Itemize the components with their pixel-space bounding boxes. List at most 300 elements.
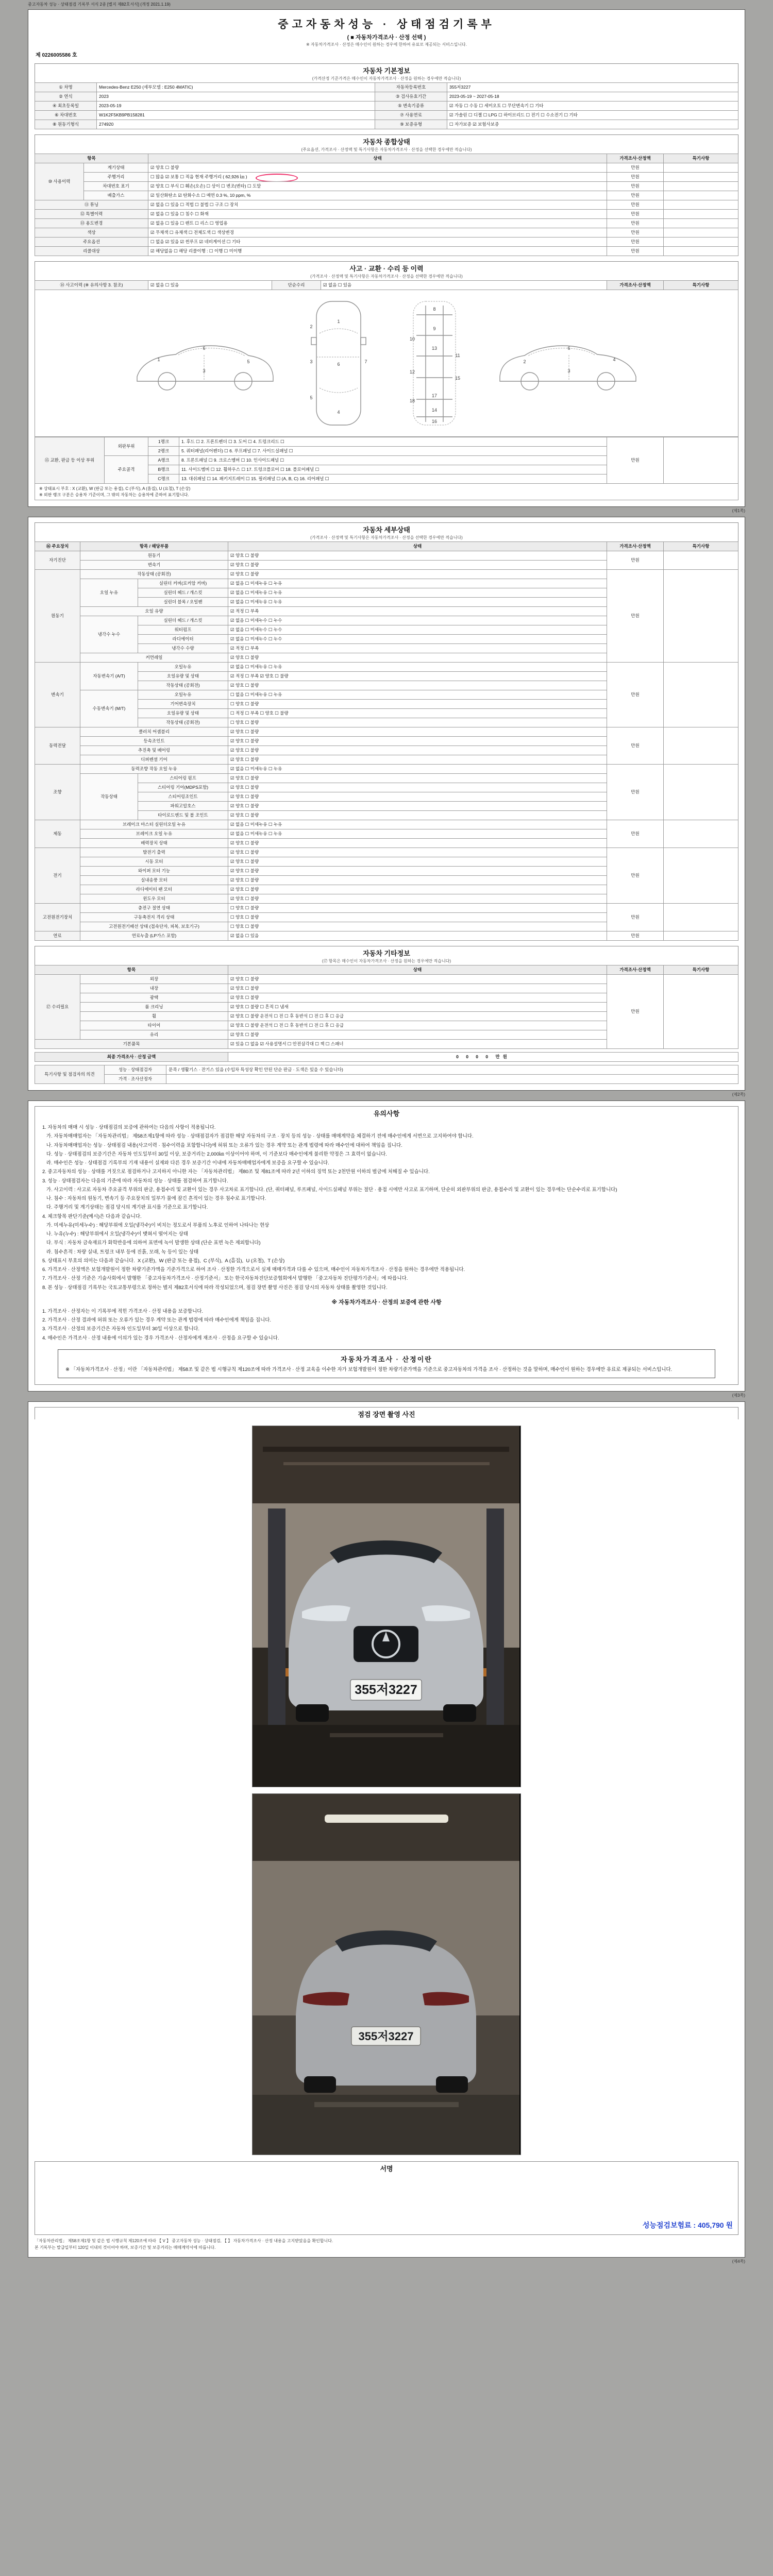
table-cell: ☑ 없음 ☐ 있음 [228, 931, 607, 941]
notice-paragraph: 다. 부식 : 자동차 금속재료가 화학반응에 의하여 표면에 녹이 발생한 상태 (단순 표면 녹은 제외합니다) [42, 1240, 261, 1246]
table-cell: 원동기 [80, 551, 228, 561]
notice-paragraph: 4. 체크항목 판단기준(예시)은 다음과 같습니다. [42, 1213, 142, 1219]
table-cell: 만원 [607, 219, 664, 228]
basic-info-note: (가격산정 기준가격은 매수인이 자동차가격조사 · 산정을 원하는 경우에만 적습니다) [35, 76, 738, 82]
table-cell: ☑ 양호 ☐ 불량 [228, 885, 607, 894]
table-cell [664, 173, 738, 182]
table-cell: 변속기 [35, 663, 80, 727]
table-cell [664, 765, 738, 820]
table-cell: 냉각수 수량 [138, 644, 228, 653]
table-cell: 특기사항 [664, 154, 738, 163]
notice-paragraph: 4. 매수인은 가격조사 · 산정 내용에 이의가 있는 경우 가격조사 · 산정자에게 재조사 · 산정을 요구할 수 있습니다. [42, 1335, 279, 1341]
table-cell: 전기 [35, 848, 80, 904]
table-row [35, 727, 738, 737]
pricing-definition-title: 자동차가격조사 · 산정이란 [341, 1355, 432, 1363]
table-row [35, 848, 738, 857]
table-cell [664, 191, 738, 200]
table-cell: ☐ 자가보증 ☑ 보험사보증 [447, 120, 738, 129]
table-cell: ☑ 양호 ☐ 불량 [228, 737, 607, 746]
table-cell: 만원 [607, 437, 664, 484]
pricing-definition-body: ※ 「자동차가격조사 · 산정」이란 「자동차관리법」 제58조 및 같은 법 시행규칙 제120조에 따라 가격조사 · 산정 교육을 이수한 자가 보험개발원이 정한 차량기준가액을 기준으로 중고자동차의 가격을 조사 · 산정하는 것을 말하며, 매수인이 원하는 경우에만 유료로 제공되는 서비스입니다. [65, 1366, 673, 1372]
table-cell: 만원 [607, 848, 664, 904]
notice-paragraph: 3. 가격조사 · 산정의 보증기간은 자동차 인도일부터 30일 이상으로 합니다. [42, 1326, 200, 1332]
table-row [35, 83, 738, 92]
table-cell: 와이퍼 모터 기능 [80, 867, 228, 876]
table-cell: 스티어링 기어(MDPS포함) [138, 783, 228, 792]
signature-section [35, 2161, 738, 2251]
car-damage-diagrams [35, 290, 738, 437]
basic-info-title: 자동차 기본정보 [35, 63, 738, 76]
form-caption: 중고자동차 성능 · 상태점검 기록부 서식 2종 [별지 제82호서식] (개정 2021.1.19) [28, 2, 171, 7]
table-cell: 시동 모터 [80, 857, 228, 867]
table-cell: 가격 · 조사산정자 [105, 1075, 166, 1084]
page-marker-1: (제1쪽) [732, 509, 745, 513]
table-cell: ☑ 가솔린 ☐ 디젤 ☐ LPG ☐ 하이브리드 ☐ 전기 ☐ 수소전기 ☐ 기타 [447, 111, 738, 120]
car-side-left-diagram [127, 331, 281, 396]
table-cell: 만원 [607, 820, 664, 848]
table-cell: 윈도우 모터 [80, 894, 228, 904]
table-cell: ⑯ 주요장치 [35, 542, 80, 551]
car-top-view-diagram [300, 296, 377, 430]
etc-info-section [35, 946, 738, 1084]
table-cell: 11. 사이드멤버 ☐ 12. 휠하우스 ☐ 17. 트렁크플로어 ☐ 18. 플로어패널 ☐ [179, 465, 607, 474]
table-cell: ☑ 양호 ☐ 불량 [228, 867, 607, 876]
table-cell: ☑ 없음 ☐ 미세누수 ☐ 누수 [228, 635, 607, 644]
svg-text:14: 14 [431, 408, 438, 413]
table-cell: ④ 최초등록일 [35, 101, 97, 111]
svg-text:6: 6 [337, 362, 340, 367]
price-guarantee-heading: ※ 자동차가격조사 · 산정의 보증에 관한 사항 [331, 1299, 442, 1306]
inspector-opinion-table [35, 1065, 738, 1084]
basic-info-section [35, 63, 738, 129]
svg-text:6: 6 [203, 345, 206, 351]
table-row [35, 820, 738, 829]
svg-text:17: 17 [431, 393, 438, 398]
svg-text:3: 3 [203, 368, 206, 374]
table-cell: 2랭크 [148, 447, 179, 456]
table-cell: 만원 [607, 975, 664, 1049]
table-cell: ☑ 양호 ☐ 불량 운전석 ☐ 전 ☐ 후 동반석 ☐ 전 ☐ 후 ☐ 응급 [228, 1021, 607, 1030]
notice-paragraph: 2. 가격조사 · 산정 결과에 허위 또는 오류가 있는 경우 계약 또는 관계 법령에 따라 매수인에게 책임을 집니다. [42, 1317, 272, 1323]
table-cell: 동력전달 [35, 727, 80, 765]
legend-line-1: ※ 상태표시 부호 : X (교환), W (판금 또는 용접), C (부식), A (흠집), U (요철), T (손상) [39, 486, 191, 491]
status-code-legend [35, 484, 738, 500]
table-cell: 오일누유 [138, 663, 228, 672]
table-cell: ☑ 양호 ☐ 불량 [228, 848, 607, 857]
table-cell: 가격조사·산정액 [607, 542, 664, 551]
table-cell: 라디에이터 [138, 635, 228, 644]
table-cell: 가격조사·산정액 [607, 154, 664, 163]
notice-paragraph: 라. 매수인은 성능 · 상태점검 기록부의 기재 내용이 실제와 다른 경우 보증기간 이내에 자동차매매업자에게 보증을 요구할 수 있습니다. [42, 1160, 329, 1166]
svg-text:3: 3 [567, 368, 570, 374]
inspection-photo-front [252, 1426, 521, 1787]
table-cell: 특기사항 및 점검자의 의견 [35, 1065, 105, 1084]
table-cell: 연료누출 (LP가스 포함) [80, 931, 228, 941]
table-cell: 만원 [607, 200, 664, 210]
table-cell: ☑ 양호 ☐ 불량 [228, 894, 607, 904]
table-cell: ☑ 양호 ☐ 불량 [228, 839, 607, 848]
svg-text:3: 3 [310, 359, 313, 364]
table-cell: 항목 [35, 154, 148, 163]
table-cell: 기본품목 [35, 1040, 228, 1049]
table-cell: ☑ 양호 ☐ 불량 [228, 811, 607, 820]
svg-text:1: 1 [157, 357, 160, 362]
svg-text:2: 2 [310, 324, 313, 329]
table-cell [664, 570, 738, 663]
notice-paragraphs [42, 1124, 731, 1292]
table-cell: A랭크 [148, 456, 179, 465]
table-cell: 차대번호 표기 [84, 182, 148, 191]
table-row [35, 210, 738, 219]
etc-info-table [35, 965, 738, 1049]
table-cell: 주요골격 [105, 456, 148, 484]
table-cell [664, 228, 738, 238]
table-cell [664, 210, 738, 219]
table-cell: ☐ 없음 ☑ 있음 ☑ 썬루프 ☑ 네비게이션 ☐ 기타 [148, 238, 607, 247]
notice-paragraph: 6. 가격조사 · 산정액은 보험개발원이 정한 차량기준가액을 기준가격으로 하여 조사 · 산정한 가격으로서 실제 매매가격과 다를 수 있으며, 매수인이 자동차가격조사 · 산정을 원하는 경우에만 적용됩니다. [42, 1267, 465, 1273]
table-cell: 만원 [607, 238, 664, 247]
table-cell: ⑥ 차대번호 [35, 111, 97, 120]
table-cell: ⑮ 교환, 판금 등 이상 부위 [35, 437, 105, 484]
table-cell: 0 0 0 0 만원 [228, 1053, 738, 1062]
table-cell: ☐ 양호 ☐ 불량 [228, 904, 607, 913]
table-cell: 내장 [80, 984, 228, 993]
table-cell: 연료 [35, 931, 80, 941]
table-cell: 고전원전기장치 [35, 904, 80, 931]
table-cell: 디퍼렌셜 기어 [80, 755, 228, 765]
table-cell: 변속기 [80, 561, 228, 570]
table-cell: Mercedes-Benz E250 (세부모델 : E250 4MATIC) [97, 83, 375, 92]
table-cell: 가격조사·산정액 [607, 281, 664, 290]
table-cell: 1랭크 [148, 437, 179, 447]
table-cell [664, 437, 738, 484]
table-cell: ☑ 양호 ☐ 불량 [228, 783, 607, 792]
svg-text:5: 5 [310, 395, 313, 400]
table-cell: 274920 [97, 120, 375, 129]
table-row [35, 238, 738, 247]
notice-paragraph: 나. 자동차매매업자는 성능 · 상태점검 내용(사고이력 · 침수이력을 포함합니다)에 허위 또는 오류가 있는 경우 계약 또는 관계 법령에 따라 매수인에 대하여 책임을 집니다. [42, 1142, 402, 1148]
table-cell: ☑ 양호 ☐ 불량 [228, 1030, 607, 1040]
table-cell: ☑ 양호 ☐ 부식 ☐ 훼손(오손) ☐ 상이 ☐ 변조(변타) ☐ 도말 [148, 182, 607, 191]
license-plate-rear-text: 355저3227 [358, 2030, 414, 2043]
table-cell: 커먼레일 [80, 653, 228, 663]
table-cell: 자동차등록번호 [375, 83, 447, 92]
table-cell: 1. 후드 ☐ 2. 프론트펜더 ☐ 3. 도어 ☐ 4. 트렁크리드 ☐ [179, 437, 607, 447]
table-cell: 만원 [607, 191, 664, 200]
table-cell: ☑ 없음 ☐ 미세누유 ☐ 누유 [228, 820, 607, 829]
table-row [35, 154, 738, 163]
notice-paragraph: 가. 자동차매매업자는 「자동차관리법」 제58조제1항에 따라 성능 · 상태점검자가 점검한 해당 자동차의 구조 · 장치 등의 성능 · 상태를 매매계약을 체결하기 전에 매수인에게 서면으로 고지하여야 합니다. [42, 1133, 474, 1140]
table-cell: ☑ 없음 ☐ 미세누유 ☐ 누유 [228, 598, 607, 607]
table-cell: 제동 [35, 820, 80, 848]
page-marker-4: (제4쪽) [732, 2259, 745, 2264]
table-cell: 클러치 어셈블리 [80, 727, 228, 737]
table-cell: ☑ 없음 ☐ 있음 ☐ 침수 ☐ 화재 [148, 210, 607, 219]
table-cell: 만원 [607, 163, 664, 173]
table-cell: ☑ 없음 ☐ 있음 [148, 281, 272, 290]
table-row [35, 1065, 738, 1075]
notice-body [35, 1118, 738, 1385]
table-cell: 파워고압호스 [138, 802, 228, 811]
table-cell: 만원 [607, 663, 664, 727]
accident-history-note: (가격조사 · 산정액 및 특기사항은 자동차가격조사 · 산정을 선택한 경우에만 적습니다) [35, 274, 738, 280]
table-cell: ⑨ 보증유형 [375, 120, 447, 129]
table-cell [664, 247, 738, 256]
table-cell: 등속조인트 [80, 737, 228, 746]
table-cell: 타이로드엔드 및 볼 조인트 [138, 811, 228, 820]
table-cell: ☑ 일산화탄소 ☑ 탄화수소 ☐ 매연 0.3 %, 10 ppm, % [148, 191, 607, 200]
table-cell: 오일누유 [138, 690, 228, 700]
table-cell: ☑ 없음 ☐ 있음 [321, 281, 607, 290]
svg-text:9: 9 [433, 326, 436, 331]
notice-paragraph: 가. 사고이력 : 사고로 자동차 주요골격 부위의 판금, 용접수리 및 교환이 있는 경우 사고차로 표기합니다. (단, 쿼터패널, 루프패널, 사이드실패널 부위는 절단 · 용접 시에만 사고로 표기하며, 단순히 외판부위의 판금, 용접수리 및 교환이 있는 경우에는 단순수리로 표기합니다) [42, 1187, 617, 1193]
table-cell: 상태 [148, 154, 607, 163]
table-cell: W1K2F5KB9PB158281 [97, 111, 375, 120]
signature-area [35, 2174, 738, 2235]
table-cell: 배출가스 [84, 191, 148, 200]
table-cell [664, 200, 738, 210]
table-cell: 2023 [97, 92, 375, 101]
table-cell [664, 820, 738, 848]
table-cell: 원동기 [35, 570, 80, 663]
table-row [35, 200, 738, 210]
table-cell: 냉각수 누수 [80, 616, 138, 653]
notice-paragraph: 7. 가격조사 · 산정 기준은 기술사회에서 발행한 「중고자동차가격조사 · 산정기준서」 또는 한국자동차진단보증협회에서 발행한 「중고자동차 진단평가기준서」에 따릅니다. [42, 1276, 408, 1282]
notice-paragraph: 나. 누유(누수) : 해당부위에서 오일(냉각수)이 맺혀서 떨어지는 상태 [42, 1231, 188, 1237]
overall-condition-section [35, 134, 738, 256]
table-cell: 리콜대상 [35, 247, 148, 256]
table-cell: ⑬ 용도변경 [35, 219, 148, 228]
table-cell: 타이어 [80, 1021, 228, 1030]
notice-paragraph: 2. 중고자동차의 성능 · 상태를 거짓으로 점검하거나 고지하지 아니한 자는 「자동차관리법」 제80조 및 제81조에 따라 2년 이하의 징역 또는 2천만원 이하의 벌금에 처해질 수 있습니다. [42, 1169, 430, 1175]
table-cell: 배력장치 상태 [80, 839, 228, 848]
table-cell [664, 663, 738, 727]
table-cell: 충전구 절연 상태 [80, 904, 228, 913]
svg-text:10: 10 [409, 336, 415, 342]
table-cell: ☑ 양호 ☐ 불량 [228, 570, 607, 579]
table-cell: 스티어링조인트 [138, 792, 228, 802]
table-cell: ③ 검사유효기간 [375, 92, 447, 101]
notice-paragraph: 다. 성능 · 상태점검의 보증기간은 자동차 인도일부터 30일 이상, 보증거리는 2,000㎞ 이상이어야 하며, 이 기준보다 매수인에게 불리한 약정은 그 효력이 없습니다. [42, 1151, 387, 1157]
form-page-2 [28, 517, 745, 1091]
table-cell: ☑ 양호 ☐ 불량 [228, 792, 607, 802]
table-cell: ☑ 적정 ☐ 부족 ☑ 양호 ☐ 불량 [228, 672, 607, 681]
table-cell: 스티어링 펌프 [138, 774, 228, 783]
table-cell: 특기사항 [664, 542, 738, 551]
table-cell: ☑ 양호 ☐ 불량 [148, 163, 607, 173]
table-cell: ☑ 양호 ☐ 불량 [228, 984, 607, 993]
table-cell: ☑ 양호 ☐ 불량 [228, 876, 607, 885]
table-cell: ⑭ 사고이력 (※ 유의사항 3. 참조) [35, 281, 148, 290]
price-guarantee-paragraphs [42, 1308, 731, 1342]
table-cell: 오일 유량 [80, 607, 228, 616]
table-cell: ☑ 양호 ☐ 불량 [228, 727, 607, 737]
table-cell: ① 차명 [35, 83, 97, 92]
inspection-insurance-premium: 성능점검보험료 : 405,790 원 [642, 2221, 733, 2230]
table-cell: 동력조향 작동 오일 누유 [80, 765, 228, 774]
overall-condition-note: (주요옵션, 가격조사 · 산정액 및 특기사항은 자동차가격조사 · 산정을 선택한 경우에만 적습니다) [35, 147, 738, 154]
table-row [35, 92, 738, 101]
notice-paragraph: 다. 주행거리 및 계기상태는 점검 당시의 계기판 표시를 기준으로 표기합니다. [42, 1205, 208, 1211]
table-cell: 2023-05-19 [97, 101, 375, 111]
svg-text:12: 12 [409, 369, 415, 375]
table-cell: ☑ 양호 ☐ 불량 [228, 551, 607, 561]
table-row [35, 965, 738, 975]
basic-info-table [35, 82, 738, 129]
table-row [35, 437, 738, 447]
table-cell: ☑ 있음 ☐ 없음 ☑ 사용설명서 ☐ 안전삼각대 ☐ 잭 ☐ 스패너 [228, 1040, 607, 1049]
table-cell: 실린더 헤드 / 개스킷 [138, 616, 228, 625]
table-cell: ⑦ 사용연료 [375, 111, 447, 120]
table-cell: 주행거리 [84, 173, 148, 182]
table-cell: ☑ 양호 ☐ 불량 [228, 681, 607, 690]
notice-paragraph: 나. 침수 : 자동차의 원동기, 변속기 등 주요장치의 일부가 물에 잠긴 흔적이 있는 경우 침수로 표기합니다. [42, 1196, 266, 1201]
table-cell: ☑ 양호 ☐ 불량 [228, 857, 607, 867]
table-cell: 가격조사·산정액 [607, 965, 664, 975]
table-cell: ☑ 양호 ☐ 불량 [228, 993, 607, 1003]
table-cell: 작동상태 (공회전) [138, 681, 228, 690]
overall-condition-table [35, 154, 738, 256]
table-cell: 브레이크 오일 누유 [80, 829, 228, 839]
table-row [35, 904, 738, 913]
table-row [35, 111, 738, 120]
table-row [35, 975, 738, 984]
table-cell: 오일유량 및 상태 [138, 672, 228, 681]
table-cell: ☑ 양호 ☐ 불량 운전석 ☐ 전 ☐ 후 동반석 ☐ 전 ☐ 후 ☐ 응급 [228, 1012, 607, 1021]
table-cell: ☐ 양호 ☐ 불량 [228, 718, 607, 727]
table-cell: 외판부위 [105, 437, 148, 456]
table-row [35, 247, 738, 256]
table-cell: 특기사항 [664, 965, 738, 975]
table-cell: ☐ 양호 ☐ 불량 [228, 922, 607, 931]
notice-paragraph: 3. 성능 · 상태점검자는 다음의 기준에 따라 자동차의 성능 · 상태를 점검하여 표기합니다. [42, 1178, 228, 1184]
table-cell: 작동상태 [80, 774, 138, 820]
damaged-parts-table [35, 437, 738, 484]
page-marker-3: (제3쪽) [732, 1393, 745, 1398]
svg-text:6: 6 [567, 345, 570, 351]
table-cell: 조향 [35, 765, 80, 820]
svg-text:15: 15 [455, 376, 461, 381]
license-plate-text: 355저3227 [355, 1683, 417, 1698]
table-cell: 만원 [607, 931, 664, 941]
table-cell: ☐ 양호 ☐ 불량 [228, 913, 607, 922]
svg-text:5: 5 [247, 359, 250, 364]
table-cell: ☑ 양호 ☐ 불량 [228, 774, 607, 783]
etc-info-note: (⑰ 항목은 매수인이 자동차가격조사 · 산정을 원하는 경우에만 적습니다) [35, 958, 738, 965]
table-cell: ☑ 자동 ☐ 수동 ☐ 세미오토 ☐ 무단변속기 ☐ 기타 [447, 101, 738, 111]
form-page-3 [28, 1100, 745, 1392]
table-cell: ☑ 적정 ☐ 부족 [228, 644, 607, 653]
table-cell: ⑪ 튜닝 [35, 200, 148, 210]
table-cell: 추진축 및 베어링 [80, 746, 228, 755]
svg-text:4: 4 [337, 410, 340, 415]
accident-flags-table [35, 280, 738, 290]
pricing-definition-box [58, 1349, 715, 1379]
table-cell: 브레이크 마스터 실린더오일 누유 [80, 820, 228, 829]
table-cell: ⑰ 수리필요 [35, 975, 80, 1040]
table-cell: 최종 가격조사 · 산정 금액 [35, 1053, 228, 1062]
svg-text:13: 13 [431, 346, 438, 351]
table-cell: 주요옵션 [35, 238, 148, 247]
table-cell: ☑ 무채색 ☐ 유채색 ☐ 전체도색 ☐ 색상변경 [148, 228, 607, 238]
table-cell: C랭크 [148, 474, 179, 484]
table-cell: 발전기 출력 [80, 848, 228, 857]
table-row [35, 663, 738, 672]
car-side-right-diagram [492, 331, 646, 396]
detail-condition-note: (가격조사 · 산정액 및 특기사항은 자동차가격조사 · 산정을 선택한 경우에만 적습니다) [35, 535, 738, 541]
table-cell: 만원 [607, 551, 664, 570]
table-cell: 워터펌프 [138, 625, 228, 635]
table-cell: ☑ 없음 ☐ 미세누유 ☐ 누유 [228, 579, 607, 588]
table-cell: ☑ 없음 ☐ 있음 ☐ 적법 ☐ 불법 ☐ 구조 ☐ 장치 [148, 200, 607, 210]
footer-line-1: 「자동차관리법」 제58조제1항 및 같은 법 시행규칙 제120조에 따라 【 V 】 중고자동차 성능 · 상태점검, 【 】 자동차가격조사 · 산정 내용을 고지받았음을 확인합니다. [35, 2239, 333, 2244]
table-cell [664, 904, 738, 931]
table-cell: ☑ 없음 ☐ 미세누수 ☐ 누수 [228, 625, 607, 635]
table-cell: ☑ 양호 ☐ 불량 [228, 755, 607, 765]
table-cell: 라디에이터 팬 모터 [80, 885, 228, 894]
table-row [35, 120, 738, 129]
table-cell: ☑ 없음 ☐ 미세누수 ☐ 누수 [228, 616, 607, 625]
svg-text:11: 11 [455, 353, 460, 358]
table-cell: 특기사항 [664, 281, 738, 290]
table-cell [664, 727, 738, 765]
notice-title: 유의사항 [35, 1106, 738, 1118]
table-row [35, 1053, 738, 1062]
car-rear-photo [253, 1794, 519, 2155]
table-cell: ☐ 적정 ☐ 부족 ☐ 양호 ☐ 불량 [228, 709, 607, 718]
table-row [35, 1075, 738, 1084]
car-underbody-frame-diagram [396, 296, 473, 430]
table-cell [664, 182, 738, 191]
table-cell: 룸 크리닝 [80, 1003, 228, 1012]
legend-line-2: ※ 외판 랭크 구분은 승용차 기준이며, 그 밖의 자동차는 승용차에 준하여 표기합니다. [39, 493, 189, 497]
table-row [35, 219, 738, 228]
table-cell: ☐ 많음 ☑ 보통 ☐ 적음 현재 주행거리 ( 62,926 ㎞ ) [148, 173, 607, 182]
table-cell: ☑ 없음 ☐ 미세누유 ☐ 누유 [228, 829, 607, 839]
table-cell: 광택 [80, 993, 228, 1003]
notice-paragraph: 가. 미세누유(미세누수) : 해당부위에 오일(냉각수)이 비치는 정도로서 부품의 노후로 인하여 나타나는 현상 [42, 1222, 270, 1228]
table-cell: 색상 [35, 228, 148, 238]
table-row [35, 182, 738, 191]
table-cell: ☑ 적정 ☐ 부족 [228, 607, 607, 616]
table-cell: 만원 [607, 247, 664, 256]
table-cell: ☑ 해당없음 ☐ 해당 리콜이행 : ☐ 이행 ☐ 미이행 [148, 247, 607, 256]
table-cell: 유리 [80, 1030, 228, 1040]
table-cell: ☐ 양호 ☐ 불량 [228, 700, 607, 709]
svg-text:2: 2 [523, 359, 526, 364]
svg-text:4: 4 [613, 357, 616, 362]
detail-condition-title: 자동차 세부상태 [35, 522, 738, 535]
overall-condition-title: 자동차 종합상태 [35, 134, 738, 147]
table-row [35, 570, 738, 579]
table-cell [166, 1075, 738, 1084]
table-cell: B랭크 [148, 465, 179, 474]
detail-condition-section [35, 522, 738, 941]
footer-line-2: 본 기록부는 발급일부터 120일 이내의 것이어야 하며, 보증기간 및 보증거리는 매매계약서에 따릅니다. [35, 2245, 216, 2250]
table-cell: 기어변속장치 [138, 700, 228, 709]
table-cell: 고전원전기배선 상태 (접속단자, 피복, 보호기구) [80, 922, 228, 931]
table-cell: 단순수리 [272, 281, 321, 290]
svg-text:8: 8 [433, 307, 436, 312]
page-marker-2: (제2쪽) [732, 1092, 745, 1097]
table-cell: ☑ 없음 ☐ 미세누유 ☐ 누유 [228, 663, 607, 672]
table-cell: 2023-05-19 ~ 2027-05-18 [447, 92, 738, 101]
detail-condition-table [35, 541, 738, 941]
table-row [35, 931, 738, 941]
form-page-4 [28, 1401, 745, 2258]
table-cell: ☑ 양호 ☐ 불량 [228, 746, 607, 755]
table-cell: 자동변속기 (A/T) [80, 663, 138, 690]
